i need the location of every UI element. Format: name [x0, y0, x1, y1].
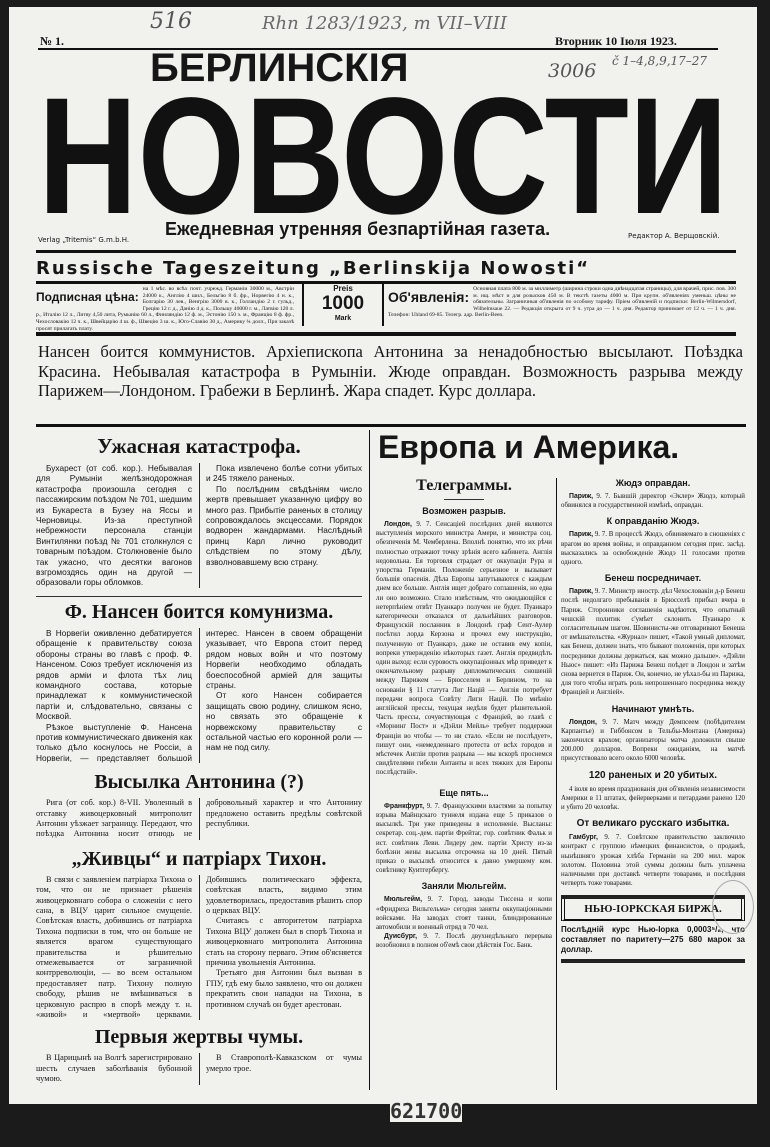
- price-unit: Mark: [334, 315, 352, 322]
- masthead-novosti-text: НОВОСТИ: [38, 92, 728, 217]
- europe-headline: Европа и Америка.: [378, 429, 680, 465]
- divider: [444, 499, 484, 500]
- dateline: Мюльгейм,: [384, 896, 423, 904]
- left-column: [36, 432, 362, 1085]
- price-label: Preis: [333, 284, 353, 293]
- subscription-bar: [36, 284, 736, 332]
- article-plague: [36, 1026, 362, 1084]
- ads-block: [388, 286, 736, 319]
- issue-date: Вторник 10 Іюля 1923.: [555, 34, 677, 48]
- article-catastrophe: [36, 434, 362, 588]
- telegram-text: 9. 7. Французскими властями за попытку взрыва Майнцскаго туннеля издана еще 5 приказов о высылкѣ. Три уже приведены в исполненіе. Высланы: секретар. соц.-дем. партіи Фрейтаг, гор. совѣтник Фальк и ист. совѣтник Леви. Лидеру дем. партіи Христу из-за болѣзни жены высылка отсрочена на 10 дней. Пятый приказ о высылкѣ относится к давно умершему ком. совѣтнику Куитгербергу.: [376, 802, 552, 875]
- telegram-title: От великаго русскаго избытка.: [576, 818, 730, 830]
- exchange-rate-text: Послѣдній курс Нью-Іорка 0,0003⁵/₈, что составляет по паритету—275 680 марок за доллар.: [561, 924, 745, 954]
- handwritten-issue-list: č 1–4,8,9,17–27: [612, 54, 708, 68]
- telegram-title: Возможен разрыв.: [422, 506, 506, 516]
- divider: [36, 596, 362, 597]
- news-summary: Нансен боится коммунистов. Архіепископа Антонина за ненадобностью высылают. Поѣздка Красина. Небывалая катастрофа в Румыніи. Жюде оправдан. Возможность разрыва между Парижем—Лондоном. Грабежи в Берлинѣ. Жара спадет. Курс доллара.: [38, 342, 743, 400]
- ads-text: Основная плата 800 м. за миллиметр (ширина строки одна двѣнадцатая страницы), для врачей, прис. пов. 300 м. ищ. мѣст и для розысков 450 м. В текстѣ газеты 4000 м. При крупн. об'явленіях уменьш. цѣны не обязательны. Заграничныя об'явленія по особому тарифу. Пріем об'явленій и подписки: Berlin-Wilmersdorf, Wilhelmsaue 22. — Редакція открыта от 9 ч. утра до — 1 ч. дня. Редактор принимает от 12 ч. — 1 ч. дня. Телефон: Uhland 69-85. Телегр. адр. Berlin-Been.: [388, 286, 736, 319]
- dateline: Лондон,: [384, 521, 412, 528]
- paragraph: По послѣдним свѣдѣніям число жертв превышает указанную цифру во много раз. Прибытіе раненых в столицу сопровождалось эксцессами. Порядок водворен жандармами. Наслѣдный принц Карл лично руководит слѣдствіем по этому дѣлу, взволновавшему всю страну.: [206, 483, 362, 567]
- subscription-block: [36, 286, 294, 332]
- headline: Ф. Нансен боится комунизма.: [64, 600, 334, 623]
- handwritten-number: 3006: [548, 60, 597, 82]
- article-antonin: [36, 771, 362, 840]
- telegram-text: 9. 7. Бывшій директор «Эклер» Жюдэ, который обвинялся в государственной измѣнѣ, оправдан.: [561, 493, 745, 510]
- rule: [36, 424, 746, 427]
- editor: Редактор А. Верщовскій.: [628, 232, 720, 240]
- telegram: [376, 932, 552, 950]
- telegram: [561, 704, 745, 764]
- rule: [36, 250, 736, 253]
- telegram-text: 9. 7. Сенсаціей послѣдних дней являются выступленія морского министра Амери, и министра соц. обезпеченія М. Чемберлена. Вполнѣ понятно, что их рѣчи полностью отражают точку зрѣнія всего кабинета. Англія недовольна. Ея торговля страдает от оккупаціи Рура и упорства Германіи. Положеніе серьезное и вызывает большія опасенія. Дѣла Европы запутываются с каждым днем все больше. Англія ищет добраго соглашенія, но едва ли оно возможно. Стало извѣстным, что ожидающійся с нетерпѣніем отвѣт Пуанкарэ получен не будет. Пуанкарэ категорически отказался от дальнѣйших разговоров. Французскій посланник в Лондонѣ граф Сент-Аулер посѣтил лорда Керзона и прочел ему инструкцію, полученную от Пуанкарэ, даже не оставив ему копіи, вопреки утвержденію нѣкоторых газет. Англія предвидѣть один выход: если суровость оккупаціонных мѣр приведет к окончательному разрыву дипломатических сношеній между Парижем — Брюсселем и Берлином, то на основаніи § 11 статута Лиг Націй — Англія потребует передачи вопроса Совѣту Лиги Націй. По мнѣнію англійской прессы, текущая недѣля будет рѣшительной. Часть прессы, сочувствующая с Франціей, во главѣ с «Морнинг Пост» и «Дэйли Мейль» требует поддержки Франціи во чтобы — то ни стало. «Если не послѣдует», пишут они, «немедленнаго протеста от всѣх городов и мѣстечек Англіи против разрыва — мы вскорѣ проснемся свидѣтелями гибели Антанты и всех тяжких для Европы послѣдствій».: [376, 521, 552, 777]
- telegram: [376, 788, 552, 876]
- headline: Первыя жертвы чумы.: [94, 1026, 304, 1049]
- paragraph: В Царицынѣ на Волгѣ зарегистрировано шесть случаев заболѣванія бубонной чумою.: [36, 1053, 192, 1084]
- paragraph: Пока извлечено болѣе сотни убитых и 245 тяжело раненых.: [206, 463, 362, 484]
- exchange-box-title: НЬЮ-ІОРКСКАЯ БИРЖА.: [561, 899, 745, 921]
- rule: [561, 959, 745, 963]
- paragraph: От кого Нансен собирается защищать свою родину, слишком ясно, но связать это обращеніе к норвежскому правительству с остальной частью его коронной роли — нам не под силу.: [206, 690, 362, 753]
- dateline: Франкфурт,: [384, 802, 425, 810]
- telegram-text: 9. 7. Министр иностр. дѣл Чехословакіи д-р Бенеш послѣ недолгаго пребыванія в Брюсселѣ прибыл вчера в Париж. Сторонники соглашенія надѣются, что опытный чешскій политик с'умѣет склонить Пуанкаро к согласительным шагом. Шовинисты-же отговаривают Бенеша от вмѣшательства. «Журнал» пишет, «Такой умный дипломат, как Бенеш, должен знать, что бывают положенія, при которых посредники должны держаться, как можно дальше». «Дэйли Ньюс» пишет: «Из Парижа Бенеш поѣдет в Лондон и затѣм снова вернется в Париж. Он, конечно, не уѣхал-бы из Парижа, для того чтобы играть роль непрошеннаго посредника между Франціей и Англіей».: [561, 588, 745, 697]
- dateline: Гамбург,: [569, 834, 598, 842]
- telegram-title: К оправданію Жюдэ.: [606, 516, 700, 527]
- telegrams-column-1: [376, 476, 552, 951]
- telegram-title: Заняли Мюльгейм.: [421, 881, 507, 892]
- dateline: Лондон,: [569, 718, 597, 726]
- paragraph: Бухарест (от соб. кор.). Небывалая для Румыніи желѣзнодорожная катастрофа произошла сегодня с пассажирским поѣздом № 701, шедшим из Букареста в Бузеу на Яссы и Черновицы. Из-за преступной небрежности персонала станціи Винтилянки поѣзд № 701 столкнулся с товарным поѣздом. Столкновеніе было так ужасно, что десятки вагонов взгромоздясь один на другой — образовали горы обломков.: [36, 463, 192, 588]
- telegram: [561, 818, 745, 888]
- article-tikhon: [36, 848, 362, 1021]
- telegram-text: 9. 7. В процессѣ Жюдэ, обвиняемаго в сношеніях с врагом во время войны, и оправданном сегодня прис. засѣд. высказались за освобожденіе Жюдэ 11 голосами против одного.: [561, 531, 745, 567]
- paragraph: В связи с заявленіем патріарха Тихона о том, что он не признает рѣшенія живоцерковнаго собора о сложеніи с него сана, в ВЦУ царит сильное смущеніе. Совѣтская власть, добившись от патріарха Тихона подписки в том, что он больше не является врагом существующаго правительства и рѣшительно отмежевывается от заграничной контрреволюціи, — во всем остальном предоставляет патр. Тихону полную свободу, рѣшив не вмѣшиваться в церковную распрю в спорѣ между т. н. «живой» и «мертвой» церквами. Добившись политическаго эффекта, совѣтская власть, видимо этим удовлетворилась, предоставив рѣшить спор о церквах ВЦУ.: [36, 874, 362, 1020]
- paragraph: Рига (от соб. кор.) 8-VII. Уволенный в отставку живоцерковный митрополит Антонин уѣзжает заграницу. Передают, что поѣздка Антонина носит отнюдь не добровольный характер и что Антонину предложено оставить предѣлы совѣтской республики.: [36, 798, 362, 839]
- publisher: Verlag „Tritemis“ G.m.b.H.: [38, 236, 130, 244]
- price-box: [302, 284, 384, 326]
- paragraph: В Норвегіи оживленно дебатируется обращеніе к правительству союза обороны страны во главѣ с проф. Ф. Нансеном. Союз требует исключенія из рядов арміи и флота тѣх лиц командного состава, которые принадлежат к коммунистической партіи и, слѣдовательно, связаны с Москвой.: [36, 627, 192, 722]
- telegram: [376, 881, 552, 932]
- telegram-text: 9. 7. Город, заводы Тиссена и копи «Фридриха Вильгельма» сегодня заняты оккупаціонными войсками. На заводах стоят танки, блиндированные автомобили и военный отряд в 70 чел.: [376, 896, 552, 931]
- dateline: Дуисбург,: [384, 933, 418, 941]
- headline: Высылка Антонина (?): [94, 771, 304, 794]
- rule: [36, 332, 736, 336]
- telegram-text: 4 іюля во время празднованія дня об'явленія независимости Америки в 11 штатах, фейерверками и петардами ранено 120 и убито 20 человѣк.: [561, 785, 745, 812]
- dateline: Париж,: [569, 588, 594, 596]
- telegram-text: 9. 7. Матч между Демпсеем (побѣдителем Карпантье) и Гиббонсом в Тельбы-Монтана (Америка) закончился крахом; организаторы матча доложили свыше 200.000 долларов. Вопреки ожиданіям, на матчѣ присутствовало всего около 6000 человѣк.: [561, 718, 745, 763]
- masthead-berlinskiya: БЕРЛИНСКІЯ: [150, 46, 409, 90]
- headline: Ужасная катастрофа.: [97, 434, 301, 458]
- telegram-text: 9. 7. Послѣ двухнедѣльнаго перерыва возобновил в полном об'емѣ свои дѣйствія Гос. Банк.: [376, 933, 552, 950]
- issue-number: № 1.: [40, 34, 65, 48]
- telegram: [561, 516, 745, 567]
- telegram-title: Еще пять...: [439, 787, 489, 798]
- masthead-novosti: [38, 92, 728, 217]
- inventory-stamp: 621700: [390, 1099, 463, 1123]
- paragraph: Рѣзкое выступленіе Ф. Нансена против коммунистическаго движенія как только дѣло коснулось не Россіи, а Норвегіи, — представляет большой интерес. Нансен в своем обращеніи указывает, что Европа стоит перед рядом новых войн и что поэтому Норвегіи необходимо обладать боеспособной арміей для защиты страны.: [36, 627, 362, 763]
- telegrams-subhead: Телеграммы.: [416, 477, 512, 494]
- column-rule: [369, 430, 370, 1090]
- subscription-label: Подписная цѣна:: [36, 290, 139, 304]
- telegram: [561, 573, 745, 697]
- rule: [36, 281, 736, 284]
- telegram-title: Бенеш посредничает.: [604, 573, 702, 584]
- telegram: [561, 770, 745, 813]
- paragraph: В Ставрополѣ-Кавказском от чумы умерло трое.: [206, 1053, 362, 1073]
- telegram-title: Жюдэ оправдан.: [615, 478, 691, 488]
- german-title: Russische Tageszeitung „Berlinskija Nowosti“: [36, 258, 591, 279]
- price-value: 1000: [321, 293, 365, 314]
- dateline: Париж,: [569, 493, 594, 500]
- headline: „Живцы“ и патріарх Тихон.: [71, 847, 327, 870]
- handwritten-page-number: 516: [150, 9, 192, 34]
- dateline: Париж,: [569, 531, 594, 539]
- library-stamp-icon: [712, 880, 754, 934]
- telegram-title: 120 раненых и 20 убитых.: [588, 769, 718, 781]
- tagline: Ежедневная утренняя безпартійная газета.: [165, 219, 551, 239]
- subscription-text: на 1 мѣс. во всѣх почт. учрежд. Германіи 30000 м., Австріи 24000 к., Англію 4 шил., Бельгію 8 б. фр., Норвегію 4 н. к., Болгарію 30 лев., Венгрію 3000 в. к., Голландію 2 г. гульд., Грецію 12 г. д., Данію 4 д. к., Польшу 40000 г. м., Латвію 120 л. р., Италію 12 л., Литву 4,50 лита, Румынію 60 л., Финляндію 12 ф. м., Эстонію 150 э. м., Францію 8 ф. фр., Чехословакію 12 ч. к., Швейцарію 4 ш. ф., Швецію 3 ш. к., Юго-Славію 30 д., Америку ¾ долл., При заказѣ просят прилагать плату.: [36, 286, 294, 332]
- column-rule: [556, 478, 557, 1090]
- telegram: [376, 506, 552, 778]
- telegram: [561, 478, 745, 510]
- article-nansen: [36, 601, 362, 763]
- telegram-text: 9. 7. Совѣтское правительство заключило контракт с группою нѣмецких финансистов, о продажѣ, нынѣшняго урожая хлѣба Германіи на 200 мил. марок золотом. Половина этой суммы должны быть уплачена наличными при доставкѣ четверти товарами, и послѣдняя четверть тоже товарами.: [561, 834, 745, 888]
- paragraph: Считаясь с авторитетом патріарха Тихона ВЦУ должен был в спорѣ Тихона и живоцерковнаго митрополита Антонина стать на сторону перваго. Этим об'ясняется причина увольненія Антонина.: [206, 916, 362, 968]
- telegram-title: Начинают умнѣть.: [611, 703, 695, 714]
- ads-label: Об'явленія:: [388, 289, 470, 305]
- handwritten-shelfmark: Rhn 1283/1923, m VII–VIII: [262, 13, 507, 34]
- paragraph: Третьяго дня Антонин был вызван в ГПУ, гдѣ ему было заявлено, что он должен прекратить свои нападки на Тихона, в противном случаѣ он будет арестован.: [206, 968, 362, 1009]
